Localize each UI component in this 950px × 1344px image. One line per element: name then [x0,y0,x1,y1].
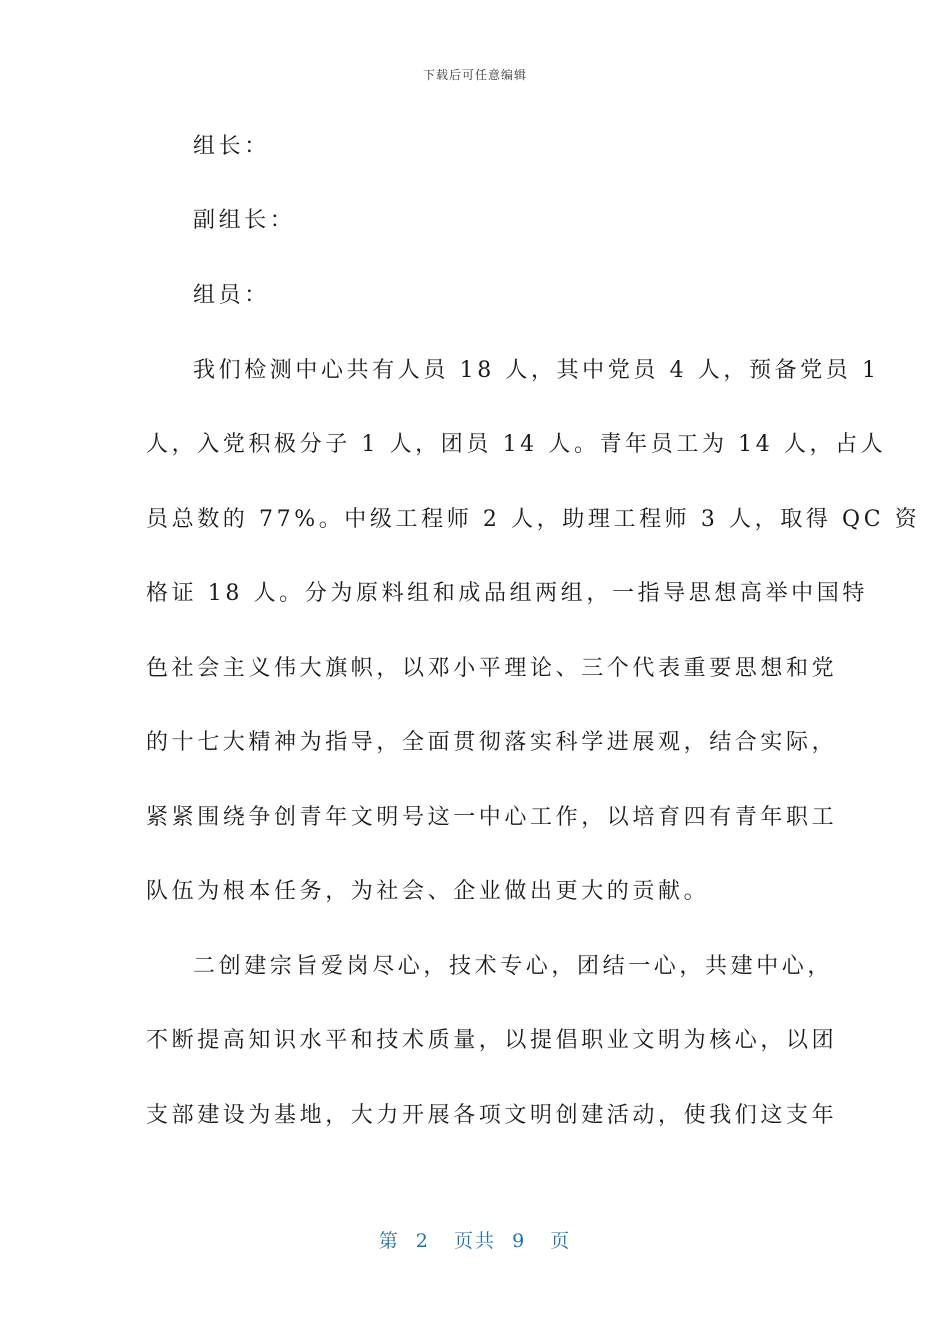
text-line-team-leader: 组长： [193,134,270,159]
paragraph-line: 我们检测中心共有人员 18 人，其中党员 4 人，预备党员 1 [193,358,880,383]
text-line-members: 组员： [193,283,270,308]
paragraph-line: 不断提高知识水平和技术质量，以提倡职业文明为核心，以团 [146,1028,838,1053]
text-line-deputy-leader: 副组长： [193,208,296,233]
paragraph-line: 支部建设为基地，大力开展各项文明创建活动，使我们这支年 [146,1103,838,1128]
page-number-footer: 第 2 页共 9 页 [378,1230,572,1252]
paragraph-line: 二创建宗旨爱岗尽心，技术专心，团结一心，共建中心， [193,954,834,979]
paragraph-line: 人，入党积极分子 1 人，团员 14 人。青年员工为 14 人，占人 [146,432,887,457]
paragraph-line: 色社会主义伟大旗帜，以邓小平理论、三个代表重要思想和党 [146,656,838,681]
paragraph-line: 紧紧围绕争创青年文明号这一中心工作，以培育四有青年职工 [146,805,838,830]
paragraph-line: 员总数的 77%。中级工程师 2 人，助理工程师 3 人，取得 QC 资 [146,507,921,532]
paragraph-line: 格证 18 人。分为原料组和成品组两组，一指导思想高举中国特 [146,581,868,606]
paragraph-line: 队伍为根本任务，为社会、企业做出更大的贡献。 [146,879,710,904]
header-note: 下载后可任意编辑 [422,68,527,82]
paragraph-line: 的十七大精神为指导，全面贯彻落实科学进展观，结合实际， [146,730,838,755]
